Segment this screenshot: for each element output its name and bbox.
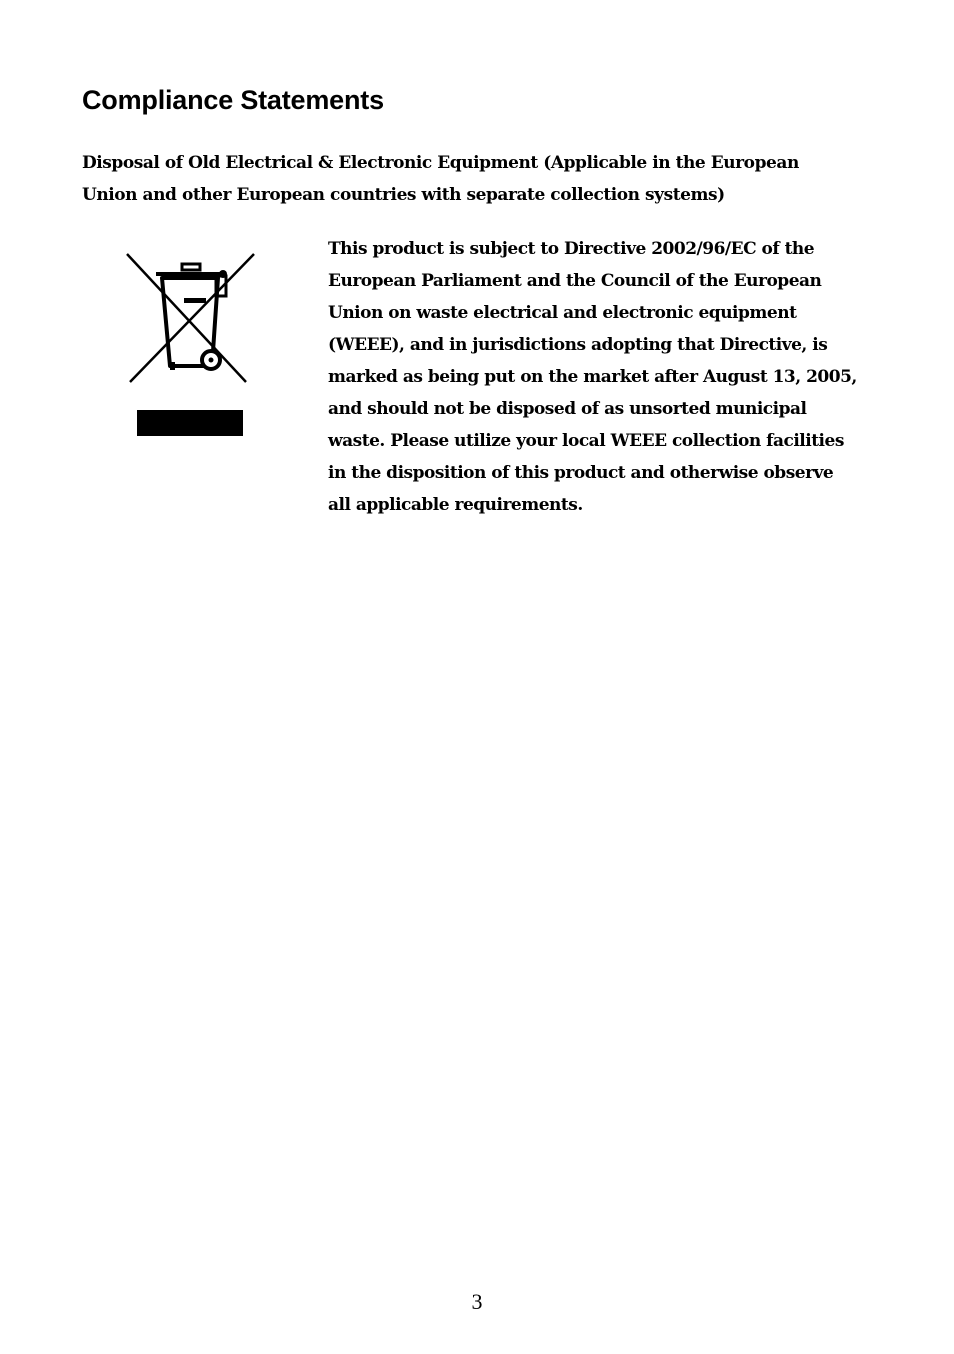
section-heading-line: Disposal of Old Electrical & Electronic Equipment (Applicable in the European — [82, 153, 799, 173]
body-line: all applicable requirements. — [328, 495, 583, 515]
body-line: waste. Please utilize your local WEEE collection facilities — [328, 431, 844, 451]
page-number: 3 — [471, 1289, 483, 1314]
crossed-out-wheelie-bin-icon — [124, 250, 258, 440]
body-line: Union on waste electrical and electronic equipment — [328, 303, 797, 323]
body-line: European Parliament and the Council of the European — [328, 271, 822, 291]
body-line: in the disposition of this product and otherwise observe — [328, 463, 834, 483]
body-line: marked as being put on the market after August 13, 2005, — [328, 367, 857, 387]
page-title: Compliance Statements — [82, 85, 384, 115]
section-heading-line: Union and other European countries with separate collection systems) — [82, 185, 725, 205]
body-line: and should not be disposed of as unsorted municipal — [328, 399, 807, 419]
body-line: (WEEE), and in jurisdictions adopting that Directive, is — [328, 335, 828, 355]
body-line: This product is subject to Directive 2002/96/EC of the — [328, 239, 815, 259]
weee-description — [328, 233, 888, 521]
section-heading — [82, 147, 862, 211]
